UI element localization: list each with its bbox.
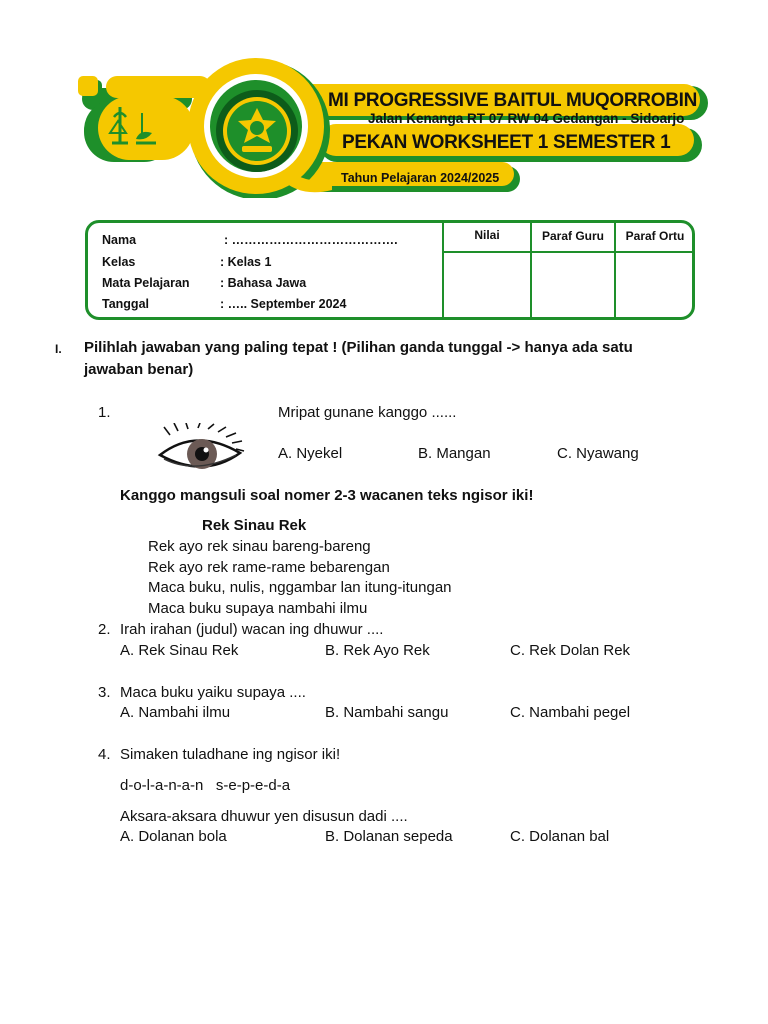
divider	[443, 251, 693, 253]
scales-sword-icon	[106, 103, 158, 149]
paraf-guru-header: Paraf Guru	[541, 229, 604, 243]
option-b[interactable]: B. Mangan	[418, 445, 491, 462]
kelas-label: Kelas	[102, 255, 136, 269]
worksheet-title: PEKAN WORKSHEET 1 SEMESTER 1	[342, 132, 671, 153]
question-number: 3.	[98, 684, 111, 701]
option-a[interactable]: A. Rek Sinau Rek	[120, 642, 239, 659]
school-address: Jalan Kenanga RT 07 RW 04 Gedangan - Sidoarjo	[368, 111, 685, 126]
instruction-line-1: Pilihlah jawaban yang paling tepat ! (Pilihan ganda tunggal -> hanya ada satu	[84, 339, 633, 356]
option-c[interactable]: C. Dolanan bal	[510, 828, 610, 845]
question-text: Maca buku yaiku supaya ....	[120, 684, 306, 701]
question-text: Simaken tuladhane ing ngisor iki!	[120, 746, 341, 763]
nama-field[interactable]: : ………………………………….	[224, 233, 398, 247]
kelas-value: : Kelas 1	[220, 255, 272, 269]
instruction-line-2: jawaban benar)	[84, 361, 194, 378]
option-a[interactable]: A. Nyekel	[278, 445, 343, 462]
passage-line: Maca buku, nulis, nggambar lan itung-itungan	[148, 579, 452, 596]
option-b[interactable]: B. Dolanan sepeda	[325, 828, 453, 845]
question-text: Mripat gunane kanggo ......	[278, 404, 457, 421]
passage-line: Maca buku supaya nambahi ilmu	[148, 600, 368, 617]
option-c[interactable]: C. Nambahi pegel	[510, 704, 631, 721]
option-b[interactable]: B. Rek Ayo Rek	[325, 642, 430, 659]
question-text: Irah irahan (judul) wacan ing dhuwur ....	[120, 621, 384, 638]
academic-year: Tahun Pelajaran 2024/2025	[341, 171, 500, 185]
nilai-header: Nilai	[474, 228, 500, 242]
passage-line: Rek ayo rek rame-rame bebarengan	[148, 559, 390, 576]
nama-label: Nama	[102, 233, 137, 247]
question-number: 2.	[98, 621, 111, 638]
tanggal-field[interactable]: : ….. September 2024	[220, 297, 347, 311]
option-c[interactable]: C. Rek Dolan Rek	[510, 642, 631, 659]
passage-title: Rek Sinau Rek	[202, 517, 307, 534]
school-name: MI PROGRESSIVE BAITUL MUQORROBIN	[328, 90, 698, 111]
option-a[interactable]: A. Dolanan bola	[120, 828, 227, 845]
option-a[interactable]: A. Nambahi ilmu	[120, 704, 231, 721]
mapel-label: Mata Pelajaran	[102, 276, 190, 290]
letter-sequence: d-o-l-a-n-a-n s-e-p-e-d-a	[120, 777, 291, 794]
eye-icon	[156, 423, 246, 477]
option-c[interactable]: C. Nyawang	[557, 445, 639, 462]
school-seal-icon	[214, 88, 300, 174]
tanggal-label: Tanggal	[102, 297, 149, 311]
passage-line: Rek ayo rek sinau bareng-bareng	[148, 538, 371, 555]
question-number: 4.	[98, 746, 111, 763]
question-prompt: Aksara-aksara dhuwur yen disusun dadi ....	[120, 808, 408, 825]
question-number: 1.	[98, 404, 111, 421]
paraf-ortu-header: Paraf Ortu	[625, 229, 685, 243]
section-number: I.	[55, 342, 62, 356]
mapel-value: : Bahasa Jawa	[220, 276, 307, 290]
option-b[interactable]: B. Nambahi sangu	[325, 704, 449, 721]
passage-intro: Kanggo mangsuli soal nomer 2-3 wacanen teks ngisor iki!	[120, 487, 534, 504]
